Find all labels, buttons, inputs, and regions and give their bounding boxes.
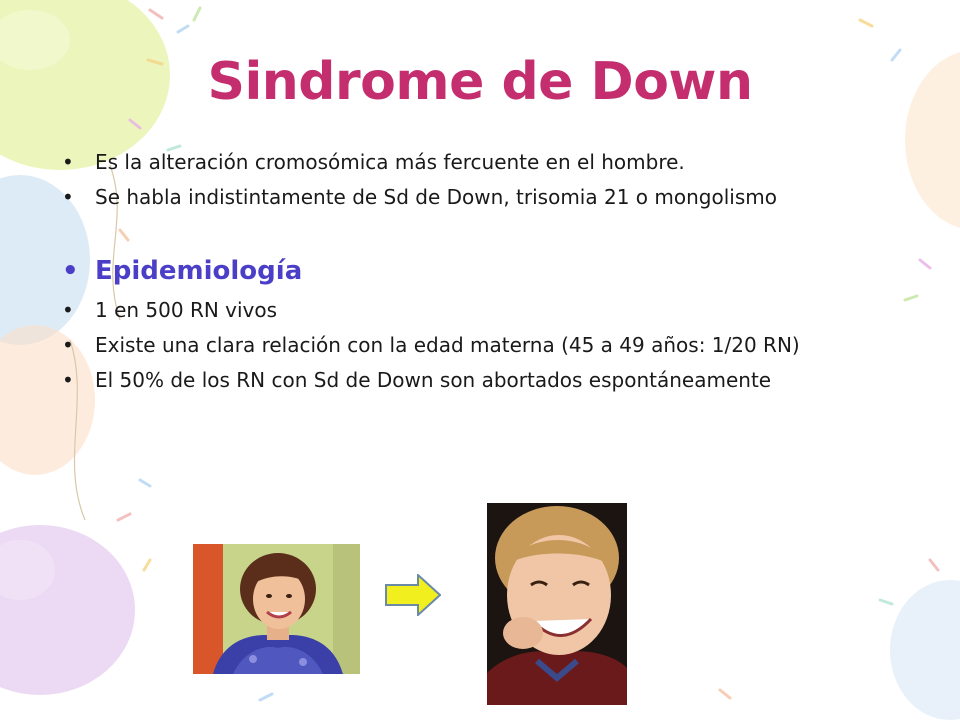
right-arrow-icon xyxy=(385,574,441,616)
bullet-item: • El 50% de los RN con Sd de Down son abortados espontáneamente xyxy=(60,365,905,396)
bullet-item: • Existe una clara relación con la edad materna (45 a 49 años: 1/20 RN) xyxy=(60,330,905,361)
bullet-item: • 1 en 500 RN vivos xyxy=(60,295,905,326)
mother-photo xyxy=(193,544,360,674)
section-heading-epidemiologia: • Epidemiología xyxy=(60,253,905,289)
slide-title: Sindrome de Down xyxy=(207,52,753,112)
bullet-list xyxy=(60,147,905,400)
bullet-item: • Es la alteración cromosómica más fercuente en el hombre. xyxy=(60,147,905,178)
child-photo xyxy=(487,503,627,705)
bullet-item: • Se habla indistintamente de Sd de Down, trisomia 21 o mongolismo xyxy=(60,182,905,213)
